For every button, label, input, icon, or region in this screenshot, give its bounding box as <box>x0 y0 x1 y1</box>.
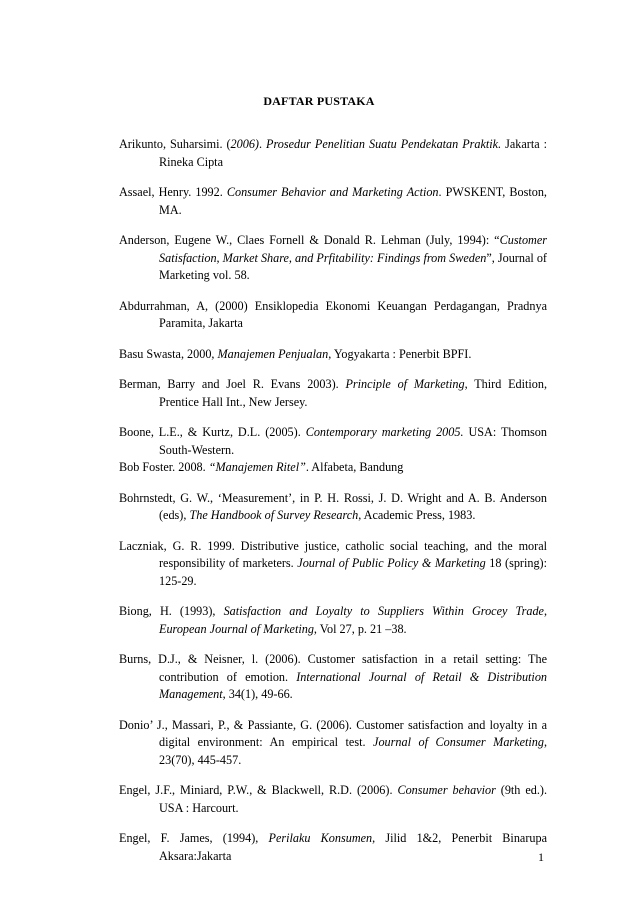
reference-text: Laczniak, G. R. 1999. Distributive justice, catholic social teaching, and the moral responsibility of marketers. <box>119 538 547 570</box>
page-number: 1 <box>538 850 544 864</box>
reference-text: Journal of Consumer Marketing <box>373 735 544 749</box>
reference-text: Perilaku Konsumen <box>268 831 373 845</box>
reference-text: 2006) <box>230 137 259 151</box>
reference-text: The Handbook of Survey Research <box>189 508 359 522</box>
reference-text: Engel, F. James, (1994), <box>119 831 269 845</box>
reference-text: , 23(70), 445-457. <box>159 735 547 767</box>
reference-text: Prosedur Penelitian Suatu Pendekatan Praktik. <box>266 137 502 151</box>
reference-entry <box>119 376 547 411</box>
reference-text: . <box>258 137 267 151</box>
reference-list <box>119 136 547 878</box>
reference-entry <box>119 346 547 364</box>
reference-text: Bohrnstedt, G. W., ‘Measurement’, in P. H. Rossi, J. D. Wright and A. B. Anderson (eds), <box>119 490 547 522</box>
reference-entry <box>119 782 547 817</box>
reference-text: , Manajemen Penjualan <box>211 346 329 361</box>
reference-text: Biong, H. (1993), <box>119 604 224 618</box>
page-title: DAFTAR PUSTAKA <box>263 94 375 108</box>
reference-text: . PWSKENT, Boston, MA. <box>159 185 547 217</box>
reference-text: Donio’ J., Massari, P., & Passiante, G. (2006). Customer satisfaction and loyalty in a digital environment: An empirical test. <box>119 717 547 749</box>
reference-text: , <box>543 604 547 618</box>
reference-text: Assael, Henry. 1992. <box>119 185 227 199</box>
reference-text: (9th ed.). USA : Harcourt. <box>159 783 547 815</box>
reference-text: International Journal of Retail & Distribution Management <box>159 669 548 701</box>
reference-text: . Alfabeta, Bandung <box>305 460 404 474</box>
reference-text: , 34(1), 49-66. <box>222 687 293 701</box>
reference-text: European Journal of Marketing <box>159 621 314 636</box>
reference-text: Journal of Public Policy & Marketing <box>297 556 486 570</box>
reference-text: Consumer behavior <box>397 783 496 797</box>
reference-text: 18 (spring): 125-29. <box>159 556 547 588</box>
reference-text: Contemporary marketing 2005. <box>305 425 464 439</box>
reference-text: , Yogyakarta : Penerbit BPFI. <box>328 346 472 361</box>
reference-text: , Third Edition, Prentice Hall Int., New Jersey. <box>159 377 548 409</box>
reference-text: Arikunto, Suharsimi. ( <box>119 137 231 151</box>
reference-text: ”, Journal of Marketing vol. 58. <box>159 250 547 282</box>
reference-text: Consumer Behavior and Marketing Action <box>226 185 439 199</box>
reference-entry <box>119 184 547 219</box>
reference-text: Satisfaction and Loyalty to Suppliers Within Grocey Trade <box>223 604 544 618</box>
reference-text: Customer Satisfaction, Market Share, and Prfitability: Findings from Sweden <box>159 233 547 265</box>
reference-text: “Manajemen Ritel” <box>208 460 306 474</box>
reference-text: Bob Foster. 2008. <box>119 460 209 474</box>
reference-text: USA: Thomson South-Western. <box>159 425 547 457</box>
reference-text: , Jilid 1&2, Penerbit Binarupa Aksara:Jakarta <box>159 831 547 863</box>
reference-entry <box>119 830 547 865</box>
reference-text: Anderson, Eugene W., Claes Fornell & Donald R. Lehman (July, 1994): “ <box>119 233 500 247</box>
reference-text: Basu Swasta, 2000 <box>119 346 212 361</box>
reference-entry <box>119 538 547 591</box>
reference-text: Berman, Barry and Joel R. Evans 2003). <box>119 377 346 391</box>
reference-entry <box>119 651 547 704</box>
reference-text: Principle of Marketing <box>345 377 465 391</box>
reference-text: Burns, D.J., & Neisner, l. (2006). Customer satisfaction in a retail setting: The contribution of emotion. <box>119 652 547 684</box>
reference-text: Engel, J.F., Miniard, P.W., & Blackwell, R.D. (2006). <box>119 783 398 797</box>
reference-text: , Vol 27, p. 21 –38. <box>313 621 407 636</box>
reference-entry <box>119 490 547 525</box>
reference-text: Jakarta : Rineka Cipta <box>159 137 547 169</box>
reference-entry <box>119 424 547 459</box>
reference-text: Abdurrahman, A, (2000) Ensiklopedia Ekonomi Keuangan Perdagangan, Pradnya Paramita, Jakarta <box>119 298 547 330</box>
reference-text: Boone, L.E., & Kurtz, D.L. (2005). <box>119 425 306 439</box>
reference-entry <box>119 232 547 285</box>
reference-entry <box>119 136 547 171</box>
reference-text: , Academic Press, 1983. <box>358 508 476 522</box>
reference-entry <box>119 298 547 333</box>
reference-entry <box>119 717 547 770</box>
reference-entry <box>119 459 547 477</box>
reference-entry <box>119 603 547 638</box>
